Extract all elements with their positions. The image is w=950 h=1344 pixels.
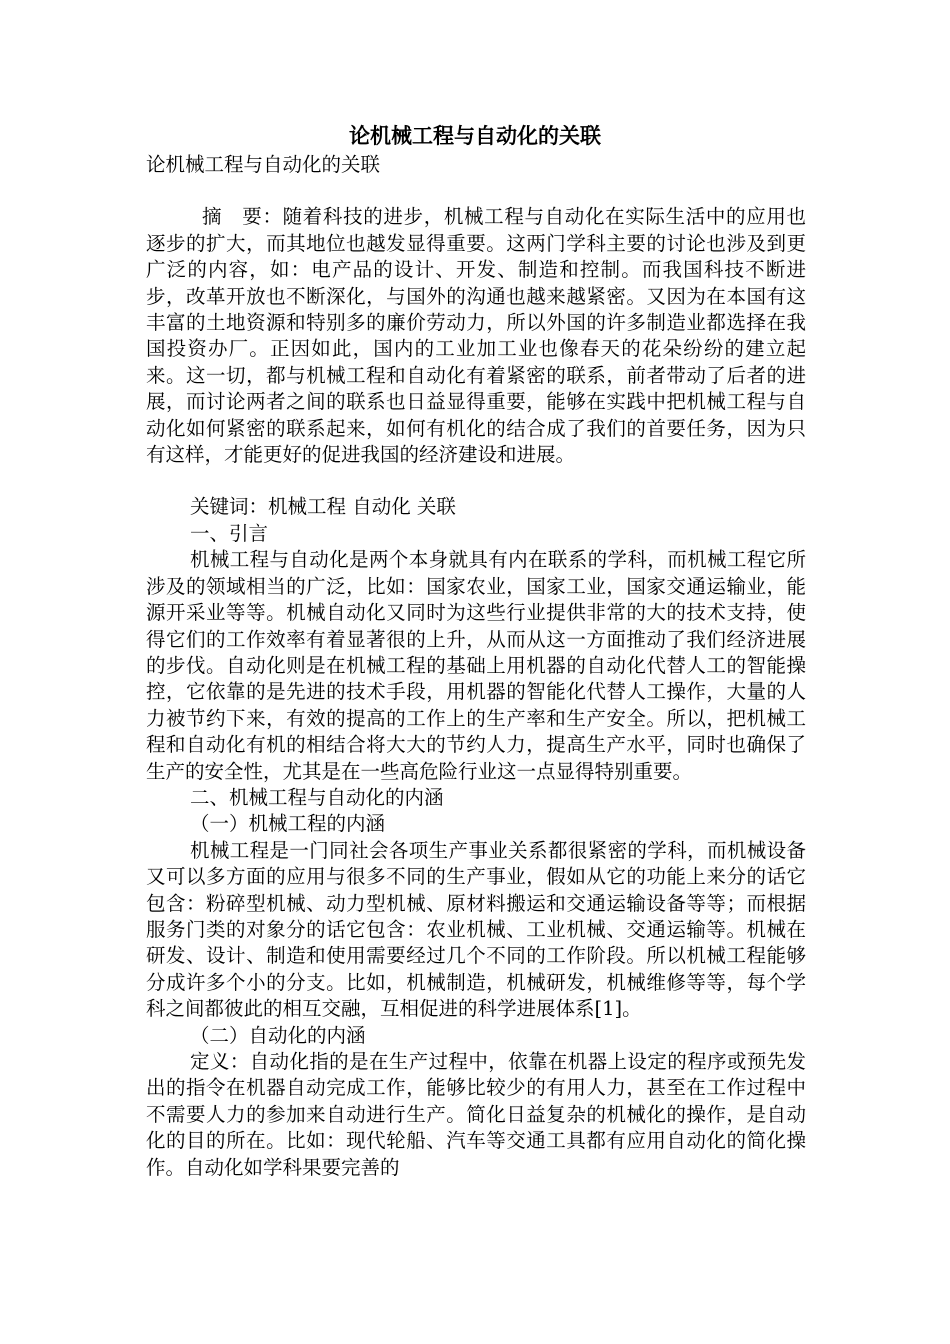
document-title: 论机械工程与自动化的关联 [349, 123, 601, 148]
section1-paragraph: 机械工程与自动化是两个本身就具有内在联系的学科，而机械工程它所涉及的领域相当的广泛，比如：国家农业，国家工业，国家交通运输业，能源开采业等等。机械自动化又同时为这些行业提供非常的大的技术支持，使得它们的工作效率有着显著很的上升，从而从这一方面推动了我们经济进展的步伐。自动化则是在机械工程的基础上用机器的自动化代替人工的智能操控，它依靠的是先进的技术手段，用机器的智能化代替人工操作，大量的人力被节约下来，有效的提高的工作上的生产率和生产安全。所以，把机械工程和自动化有机的相结合将大大的节约人力，提高生产水平，同时也确保了生产的安全性，尤其是在一些高危险行业这一点显得特别重要。 [146, 548, 806, 783]
keywords-line: 关键词：机械工程 自动化 关联 [190, 495, 456, 519]
subsection1-heading: （一）机械工程的内涵 [190, 812, 386, 836]
spacer [146, 178, 806, 204]
subsection2-heading: （二）自动化的内涵 [190, 1023, 366, 1047]
abstract-paragraph: 摘 要：随着科技的进步，机械工程与自动化在实际生活中的应用也逐步的扩大，而其地位也越发显得重要。这两门学科主要的讨论也涉及到更广泛的内容，如：电产品的设计、开发、制造和控制。而我国科技不断进步，改革开放也不断深化，与国外的沟通也越来越紧密。又因为在本国有这丰富的土地资源和特别多的廉价劳动力，所以外国的许多制造业都选择在我国投资办厂。正因如此，国内的工业加工业也像春天的花朵纷纷的建立起来。这一切，都与机械工程和自动化有着紧密的联系，前者带动了后者的进展，而讨论两者之间的联系也日益显得重要，能够在实践中把机械工程与自动化如何紧密的联系起来，如何有机化的结合成了我们的首要任务，因为只有这样，才能更好的促进我国的经济建设和进展。 [146, 205, 806, 467]
subsection2-paragraph: 定义：自动化指的是在生产过程中，依靠在机器上设定的程序或预先发出的指令在机器自动完成工作，能够比较少的有用人力，甚至在工作过程中不需要人力的参加来自动进行生产。简化日益复杂的机械化的操作，是自动化的目的所在。比如：现代轮船、汽车等交通工具都有应用自动化的简化操作。自动化如学科果要完善的 [146, 1050, 806, 1179]
document-body [146, 152, 806, 1181]
document-subtitle: 论机械工程与自动化的关联 [146, 153, 381, 176]
section1-heading: 一、引言 [190, 521, 269, 545]
spacer [146, 468, 806, 494]
subsection1-paragraph: 机械工程是一门同社会各项生产事业关系都很紧密的学科，而机械设备又可以多方面的应用与很多不同的生产事业，假如从它的功能上来分的话它包含：粉碎型机械、动力型机械、原材料搬运和交通运输设备等等；而根据服务门类的对象分的话它包含：农业机械、工业机械、交通运输等。机械在研发、设计、制造和使用需要经过几个不同的工作阶段。所以机械工程能够分成许多个小的分支。比如，机械制造，机械研发，机械维修等等，每个学科之间都彼此的相互交融，互相促进的科学进展体系[1]。 [146, 838, 806, 1021]
section2-heading: 二、机械工程与自动化的内涵 [190, 785, 444, 809]
